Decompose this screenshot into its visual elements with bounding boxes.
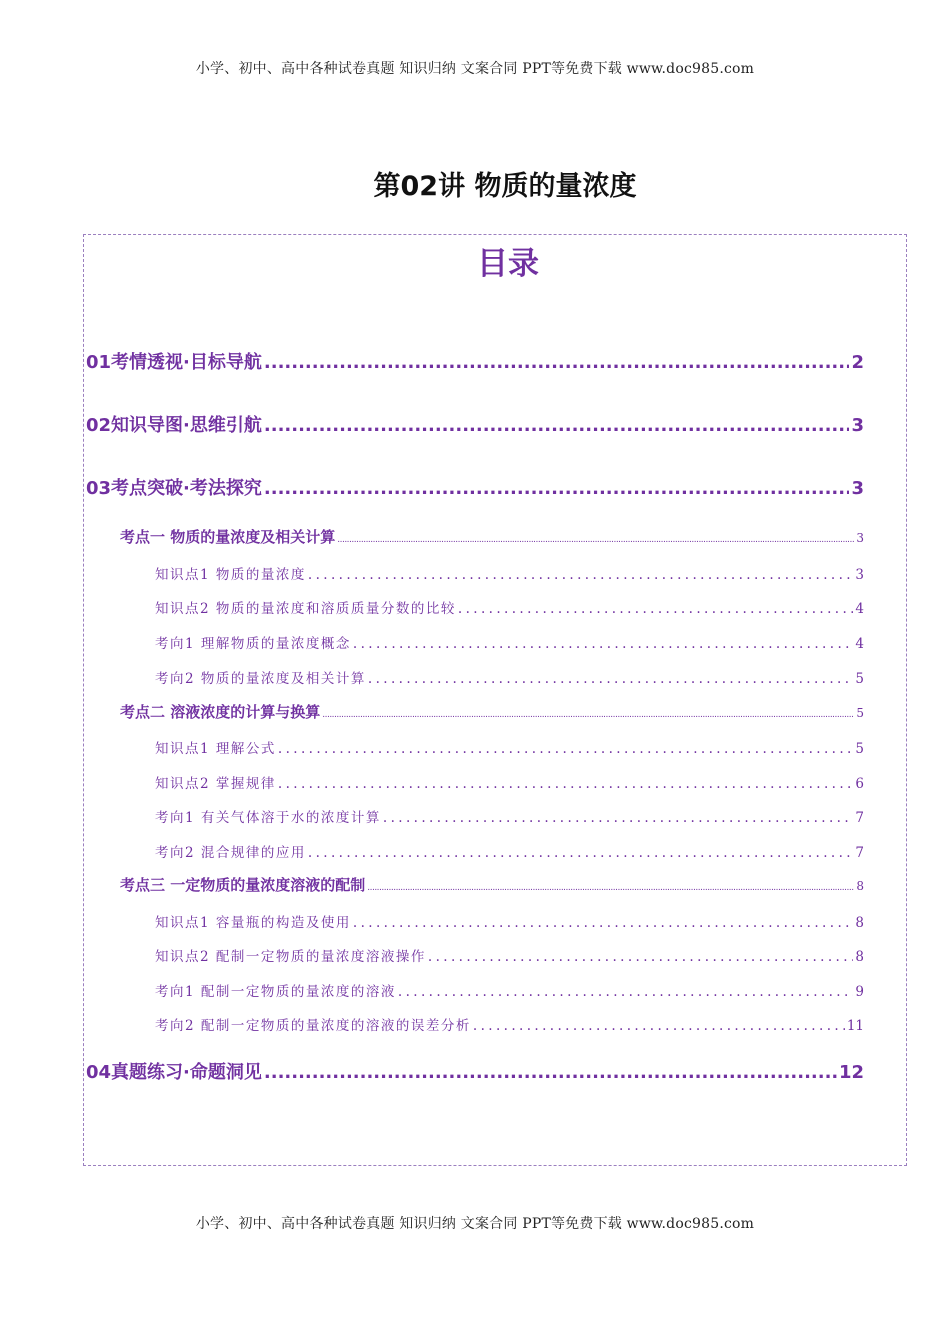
toc-entry-section[interactable] <box>86 348 864 374</box>
toc-entry-page: 12 <box>838 1062 864 1083</box>
toc-entry-label: 考向1 理解物质的量浓度概念 <box>155 636 351 652</box>
toc-entry-topic[interactable] <box>120 874 864 895</box>
toc-entry-label: 考向2 混合规律的应用 <box>155 845 306 861</box>
toc-entry-label: 02知识导图·思维引航 <box>86 415 262 436</box>
toc-entry-page: 8 <box>856 879 864 893</box>
page-header: 小学、初中、高中各种试卷真题 知识归纳 文案合同 PPT等免费下载 www.doc985.com <box>195 61 755 77</box>
toc-entry-label: 03考点突破·考法探究 <box>86 478 262 499</box>
toc-entry-label: 考向2 物质的量浓度及相关计算 <box>155 671 366 687</box>
toc-entry-page: 5 <box>856 706 864 720</box>
toc-entry-page: 4 <box>855 601 864 617</box>
toc-entry-subtopic[interactable] <box>155 597 864 617</box>
toc-entry-page: 8 <box>855 949 864 965</box>
toc-leader-dots <box>458 601 854 617</box>
toc-entry-subtopic[interactable] <box>155 1014 864 1034</box>
toc-leader-dots <box>428 949 854 965</box>
toc-entry-page: 3 <box>856 531 864 545</box>
toc-entry-topic[interactable] <box>120 701 864 722</box>
toc-leader-dots <box>308 567 854 583</box>
toc-leader-dots <box>308 845 854 861</box>
toc-entry-page: 9 <box>855 984 864 1000</box>
toc-leader-dots <box>473 1018 845 1034</box>
toc-entry-label: 知识点1 容量瓶的构造及使用 <box>155 915 351 931</box>
toc-entry-label: 知识点2 物质的量浓度和溶质质量分数的比较 <box>155 601 456 617</box>
toc-entry-subtopic[interactable] <box>155 841 864 861</box>
toc-entry-page: 3 <box>855 567 864 583</box>
toc-leader-dots <box>278 776 854 792</box>
toc-entry-subtopic[interactable] <box>155 737 864 757</box>
toc-entry-page: 5 <box>855 671 864 687</box>
toc-entry-label: 04真题练习·命题洞见 <box>86 1062 262 1083</box>
toc-leader-dots <box>367 883 854 893</box>
toc-entry-page: 8 <box>855 915 864 931</box>
toc-leader-dots <box>264 352 850 373</box>
toc-heading: 目录 <box>477 246 539 282</box>
toc-entry-page: 3 <box>851 478 864 499</box>
toc-entry-subtopic[interactable] <box>155 563 864 583</box>
toc-entry-subtopic[interactable] <box>155 806 864 826</box>
toc-entry-label: 考向1 有关气体溶于水的浓度计算 <box>155 810 381 826</box>
document-title: 第02讲 物质的量浓度 <box>373 171 637 202</box>
toc-entry-section[interactable] <box>86 411 864 437</box>
toc-entry-page: 11 <box>846 1018 864 1034</box>
toc-leader-dots <box>398 984 854 1000</box>
toc-entry-topic[interactable] <box>120 526 864 547</box>
toc-entry-subtopic[interactable] <box>155 632 864 652</box>
toc-entry-label: 考向2 配制一定物质的量浓度的溶液的误差分析 <box>155 1018 471 1034</box>
toc-entry-section[interactable] <box>86 474 864 500</box>
toc-entry-label: 考点一 物质的量浓度及相关计算 <box>120 528 336 546</box>
toc-entry-page: 7 <box>855 845 864 861</box>
toc-entry-label: 知识点1 物质的量浓度 <box>155 567 306 583</box>
toc-leader-dots <box>278 741 854 757</box>
toc-leader-dots <box>368 671 854 687</box>
toc-entry-subtopic[interactable] <box>155 980 864 1000</box>
toc-entry-label: 知识点2 配制一定物质的量浓度溶液操作 <box>155 949 426 965</box>
toc-leader-dots <box>322 710 854 720</box>
toc-leader-dots <box>337 535 854 545</box>
toc-entry-subtopic[interactable] <box>155 945 864 965</box>
toc-entry-page: 4 <box>855 636 864 652</box>
toc-leader-dots <box>353 636 854 652</box>
toc-entry-section[interactable] <box>86 1058 864 1084</box>
toc-entry-page: 6 <box>855 776 864 792</box>
toc-entry-label: 考向1 配制一定物质的量浓度的溶液 <box>155 984 396 1000</box>
toc-entry-label: 考点三 一定物质的量浓度溶液的配制 <box>120 876 366 894</box>
page-footer: 小学、初中、高中各种试卷真题 知识归纳 文案合同 PPT等免费下载 www.doc985.com <box>195 1216 755 1232</box>
toc-leader-dots <box>264 478 850 499</box>
toc-entry-label: 知识点1 理解公式 <box>155 741 276 757</box>
toc-leader-dots <box>353 915 854 931</box>
toc-leader-dots <box>264 1062 837 1083</box>
toc-entry-label: 知识点2 掌握规律 <box>155 776 276 792</box>
toc-entry-label: 01考情透视·目标导航 <box>86 352 262 373</box>
toc-leader-dots <box>264 415 850 436</box>
toc-entry-page: 7 <box>855 810 864 826</box>
toc-entry-label: 考点二 溶液浓度的计算与换算 <box>120 703 321 721</box>
toc-entry-page: 5 <box>855 741 864 757</box>
toc-leader-dots <box>383 810 854 826</box>
toc-entry-subtopic[interactable] <box>155 911 864 931</box>
toc-entry-subtopic[interactable] <box>155 667 864 687</box>
toc-entry-page: 3 <box>851 415 864 436</box>
toc-entry-subtopic[interactable] <box>155 772 864 792</box>
toc-entry-page: 2 <box>851 352 864 373</box>
